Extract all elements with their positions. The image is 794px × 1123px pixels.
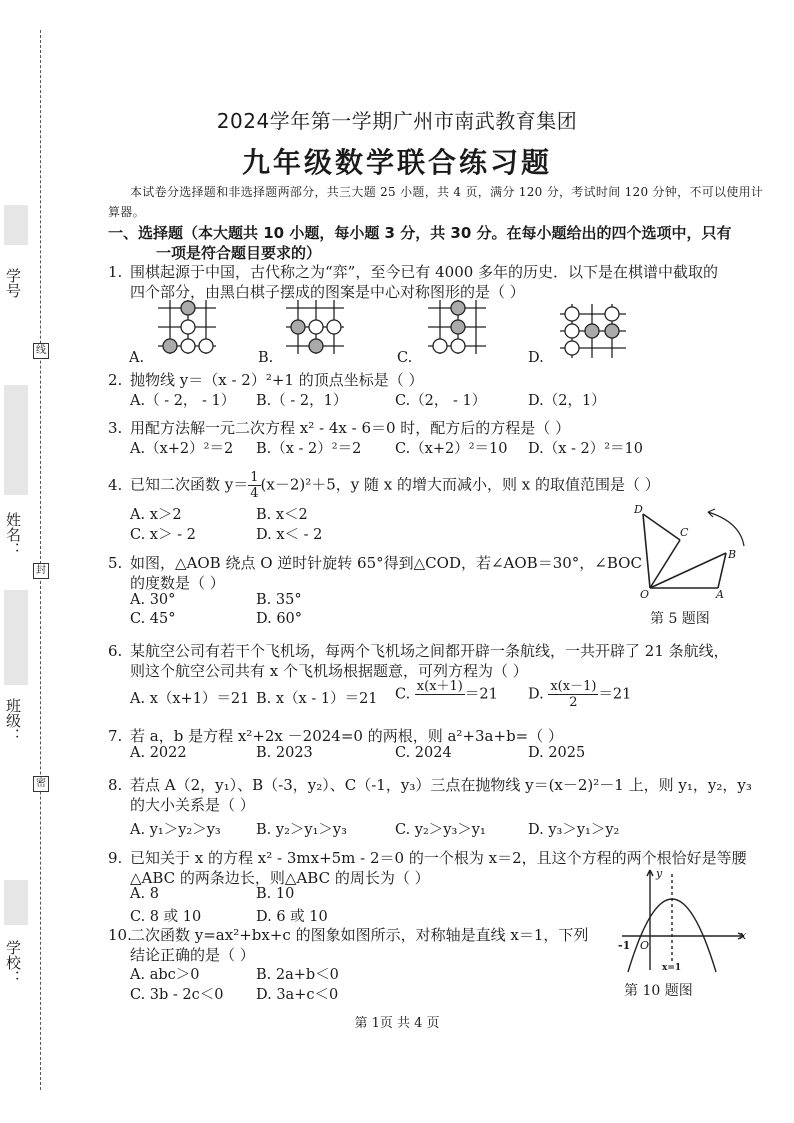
question-text: 抛物线 y＝（x - 2）²+1 的顶点坐标是（ ） [130, 371, 424, 389]
fraction-denominator [438, 695, 442, 710]
fig10-label-axis: x=1 [662, 963, 682, 973]
question-number: 6. [108, 642, 123, 660]
question-text: 某航空公司有若干个飞机场，每两个飞机场之间都开辟一条航线，一共开辟了 21 条航线， [130, 642, 729, 660]
q6-option-d[interactable] [528, 679, 631, 710]
fig10-label-x: x [740, 929, 747, 942]
q4-option-c[interactable]: C. x＞ - 2 [130, 527, 196, 543]
question-number: 5. [108, 554, 123, 572]
question-7 [108, 726, 563, 746]
q8-option-d[interactable]: D. y₃＞y₁＞y₂ [528, 822, 620, 838]
question-text: 围棋起源于中国，古代称之为“弈”，至今已有 4000 多年的历史．以下是在棋谱中截取的 [130, 263, 719, 281]
q10-option-b[interactable]: B. 2a+b＜0 [256, 967, 339, 983]
q1-option-a[interactable]: A. [129, 350, 145, 366]
go-board-b [286, 300, 344, 354]
fig5-label-d: D [634, 503, 643, 516]
fraction-denominator: 2 [569, 695, 578, 710]
q4-option-b[interactable]: B. x＜2 [256, 507, 308, 523]
fraction-numerator: 1 [250, 470, 259, 485]
fraction [415, 679, 465, 710]
fraction [548, 679, 598, 710]
q5-option-b[interactable]: B. 35° [256, 592, 302, 608]
q3-option-b[interactable]: B.（x - 2）²＝2 [256, 441, 362, 457]
exam-instructions: 本试卷分选择题和非选择题两部分，共三大题 25 小题，共 4 页，满分 120 分，考试时间 120 分钟，不可以使用计算器。 [108, 185, 764, 219]
seal-char-seal: 封 [33, 563, 49, 579]
q7-option-c[interactable]: C. 2024 [395, 745, 452, 761]
redaction-blot [4, 205, 28, 245]
seal-char-secret: 密 [33, 776, 49, 792]
q9-option-a[interactable]: A. 8 [130, 886, 159, 902]
question-text: 用配方法解一元二次方程 x² - 4x - 6＝0 时，配方后的方程是（ ） [130, 419, 571, 437]
redaction-blot [4, 880, 28, 925]
q4-option-a[interactable]: A. x＞2 [130, 507, 182, 523]
q7-option-d[interactable]: D. 2025 [528, 745, 586, 761]
q8-option-b[interactable]: B. y₂＞y₁＞y₃ [256, 822, 347, 838]
q2-option-b[interactable]: B.（ - 2，1） [256, 393, 348, 409]
q10-figure-caption: 第 10 题图 [624, 983, 693, 999]
q5-option-d[interactable]: D. 60° [256, 611, 303, 627]
school-label: 学校： [4, 940, 22, 985]
fig5-label-c: C [680, 526, 689, 539]
q4-option-d[interactable]: D. x＜ - 2 [256, 527, 323, 543]
fig5-label-b: B [728, 548, 737, 561]
q10-option-c[interactable]: C. 3b - 2c＜0 [130, 987, 224, 1003]
question-text: 若 a，b 是方程 x²+2x －2024=0 的两根，则 a²+3a+b=（ ） [130, 727, 564, 745]
question-number: 7. [108, 727, 123, 745]
student-name-label: 姓名： [4, 512, 22, 557]
fig5-label-a: A [716, 588, 724, 601]
q9-option-b[interactable]: B. 10 [256, 886, 295, 902]
seal-char-line: 线 [33, 343, 49, 359]
q3-option-c[interactable]: C.（x+2）²＝10 [395, 441, 508, 457]
q6-option-b[interactable]: B. x（x - 1）＝21 [256, 691, 378, 707]
q2-option-d[interactable]: D.（2，1） [528, 393, 606, 409]
q2-option-c[interactable]: C.（2， - 1） [395, 393, 487, 409]
q9-option-c[interactable]: C. 8 或 10 [130, 909, 202, 925]
question-text: 二次函数 y=ax²+bx+c 的图象如图所示，对称轴是直线 x＝1，下列 [130, 926, 589, 944]
q10-parabola-figure [612, 866, 752, 976]
q9-option-d[interactable]: D. 6 或 10 [256, 909, 328, 925]
q8-option-c[interactable]: C. y₂＞y₃＞y₁ [395, 822, 486, 838]
question-number: 10. [108, 926, 132, 944]
exam-title: 2024学年第一学期广州市南武教育集团 [216, 109, 578, 133]
question-1 [108, 262, 718, 302]
question-text: 的大小关系是（ ） [130, 796, 255, 814]
fig5-label-o: O [640, 588, 650, 601]
class-label: 班级： [4, 698, 22, 743]
question-6 [108, 641, 729, 681]
q5-option-a[interactable]: A. 30° [130, 592, 176, 608]
section-title: 一、选择题（本大题共 10 小题，每小题 3 分，共 30 分。在每小题给出的四个选项中，只有 [108, 224, 732, 242]
q3-option-d[interactable]: D.（x - 2）²＝10 [528, 441, 644, 457]
question-2 [108, 370, 424, 390]
question-3 [108, 418, 570, 438]
section-title-cont: 一项是符合题目要求的） [156, 244, 322, 262]
q10-option-d[interactable]: D. 3a+c＜0 [256, 987, 339, 1003]
student-id-label: 学号 [4, 268, 22, 298]
question-text: (x－2)²＋5，y 随 x 的增大而减小，则 x 的取值范围是（ ） [260, 475, 660, 494]
question-4 [108, 470, 660, 501]
q5-figure-caption: 第 5 题图 [650, 611, 710, 627]
question-number: 9. [108, 849, 123, 867]
fraction [248, 470, 260, 501]
fraction-numerator: x(x＋1) [416, 679, 463, 694]
option-letter: D. [528, 686, 544, 703]
question-number: 1. [108, 263, 123, 281]
question-number: 3. [108, 419, 123, 437]
fraction-numerator: x(x－1) [550, 679, 597, 694]
q6-option-a[interactable]: A. x（x+1）＝21 [130, 691, 250, 707]
q1-option-d[interactable]: D. [528, 350, 544, 366]
q8-option-a[interactable]: A. y₁＞y₂＞y₃ [130, 822, 221, 838]
question-text: 则这个航空公司共有 x 个飞机场根据题意，可列方程为（ ） [130, 662, 528, 680]
fig10-label-origin: O [640, 939, 650, 952]
question-5 [108, 553, 642, 593]
q7-option-b[interactable]: B. 2023 [256, 745, 313, 761]
binding-dashed-line [40, 30, 41, 1090]
q10-option-a[interactable]: A. abc＞0 [130, 967, 200, 983]
equation-rhs: ＝21 [464, 686, 498, 703]
go-board-c [428, 300, 486, 354]
go-board-d [560, 304, 626, 358]
q2-option-a[interactable]: A.（ - 2， - 1） [130, 393, 236, 409]
q1-option-c[interactable]: C. [397, 350, 413, 366]
exam-subtitle: 九年级数学联合练习题 [241, 146, 552, 179]
question-10 [108, 925, 588, 965]
question-text: 已知关于 x 的方程 x² - 3mx+5m - 2＝0 的一个根为 x＝2，且这个方程的两个根恰好是等腰 [130, 849, 747, 867]
q1-option-b[interactable]: B. [258, 350, 274, 366]
q3-option-a[interactable]: A.（x+2）²＝2 [130, 441, 234, 457]
page-footer: 第 1页 共 4 页 [354, 1016, 440, 1031]
question-text: 若点 A（2，y₁）、B（-3，y₂）、C（-1，y₃）三点在抛物线 y＝(x－2)²－1 上，则 y₁，y₂，y₃ [130, 776, 752, 794]
question-8 [108, 775, 752, 815]
question-text: △ABC 的两条边长，则△ABC 的周长为（ ） [130, 869, 430, 887]
q7-option-a[interactable]: A. 2022 [130, 745, 187, 761]
q5-option-c[interactable]: C. 45° [130, 611, 176, 627]
question-text: 的度数是（ ） [130, 574, 225, 592]
question-text: 四个部分，由黑白棋子摆成的图案是中心对称图形的是（ ） [130, 283, 525, 301]
question-number: 8. [108, 776, 123, 794]
question-number: 4. [108, 475, 123, 494]
question-text: 结论正确的是（ ） [130, 946, 255, 964]
option-letter: C. [395, 686, 411, 703]
question-number: 2. [108, 371, 123, 389]
fraction-denominator: 4 [250, 486, 259, 501]
redaction-blot [4, 590, 28, 685]
fig10-label-y: y [656, 867, 663, 880]
fig10-label-minus-one: -1 [618, 939, 631, 952]
question-text: 已知二次函数 y＝ [130, 475, 249, 494]
question-text: 如图，△AOB 绕点 O 逆时针旋转 65°得到△COD，若∠AOB＝30°，∠BOC [130, 554, 642, 572]
section-heading [108, 223, 768, 263]
equation-rhs: ＝21 [598, 686, 632, 703]
q6-option-c[interactable] [395, 679, 498, 710]
redaction-blot [4, 385, 28, 495]
